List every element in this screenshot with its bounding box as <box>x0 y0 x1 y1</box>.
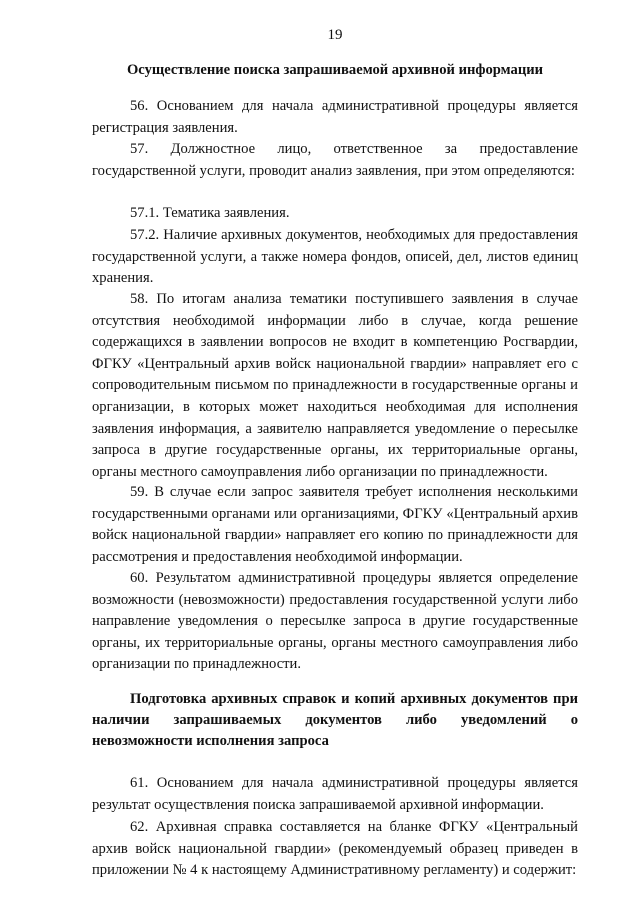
paragraph-62: 62. Архивная справка составляется на бланке ФГКУ «Центральный архив войск национальной гвардии» (рекомендуемый образец приведен в приложении № 4 к настоящему Административному регламенту) и содержит: <box>92 819 578 879</box>
paragraph-58: 58. По итогам анализа тематики поступившего заявления в случае отсутствия необходимой информации либо в случае, когда решение содержащихся в заявлении вопросов не входит в компетенцию Росгвардии, ФГКУ «Центральный архив войск национальной гвардии» направляет его с сопроводительным письмом по принадлежности в государственные органы и организации, в которых может находиться необходимая для исполнения заявления информация, а заявителю направляется уведомление о пересылке запроса в другие государственные органы, их территориальные органы, органы местного самоуправления либо организации по принадлежности. <box>92 291 578 480</box>
paragraph-57-2: 57.2. Наличие архивных документов, необходимых для предоставления государственной услуги, а также номера фондов, описей, дел, листов единиц хранения. <box>92 227 578 287</box>
section-heading-certificates <box>92 689 578 752</box>
paragraph-57: 57. Должностное лицо, ответственное за предоставление государственной услуги, проводит анализ заявления, при этом определяются: <box>92 141 578 179</box>
section-heading-search: Осуществление поиска запрашиваемой архивной информации <box>126 62 544 78</box>
section-heading-certificates-text: Подготовка архивных справок и копий архивных документов при наличии запрашиваемых документов либо уведомлений о невозможности исполнения запроса <box>92 691 578 749</box>
paragraph-61: 61. Основанием для начала административной процедуры является результат осуществления поиска запрашиваемой архивной информации. <box>92 775 578 813</box>
paragraph-56: 56. Основанием для начала административной процедуры является регистрация заявления. <box>92 98 578 136</box>
document-page <box>92 0 578 905</box>
paragraph-60: 60. Результатом административной процедуры является определение возможности (невозможности) предоставления государственной услуги либо направление уведомления о пересылке запроса в другие государственные органы, их территориальные органы, органы местного самоуправления либо организации по принадлежности. <box>92 570 578 673</box>
paragraph-57-1: 57.1. Тематика заявления. <box>130 205 290 221</box>
paragraph-59: 59. В случае если запрос заявителя требует исполнения несколькими государственными органами или организациями, ФГКУ «Центральный архив войск национальной гвардии» направляет его копию по принадлежности для рассмотрения и предоставления необходимой информации. <box>92 484 578 565</box>
page-number: 19 <box>327 27 343 43</box>
